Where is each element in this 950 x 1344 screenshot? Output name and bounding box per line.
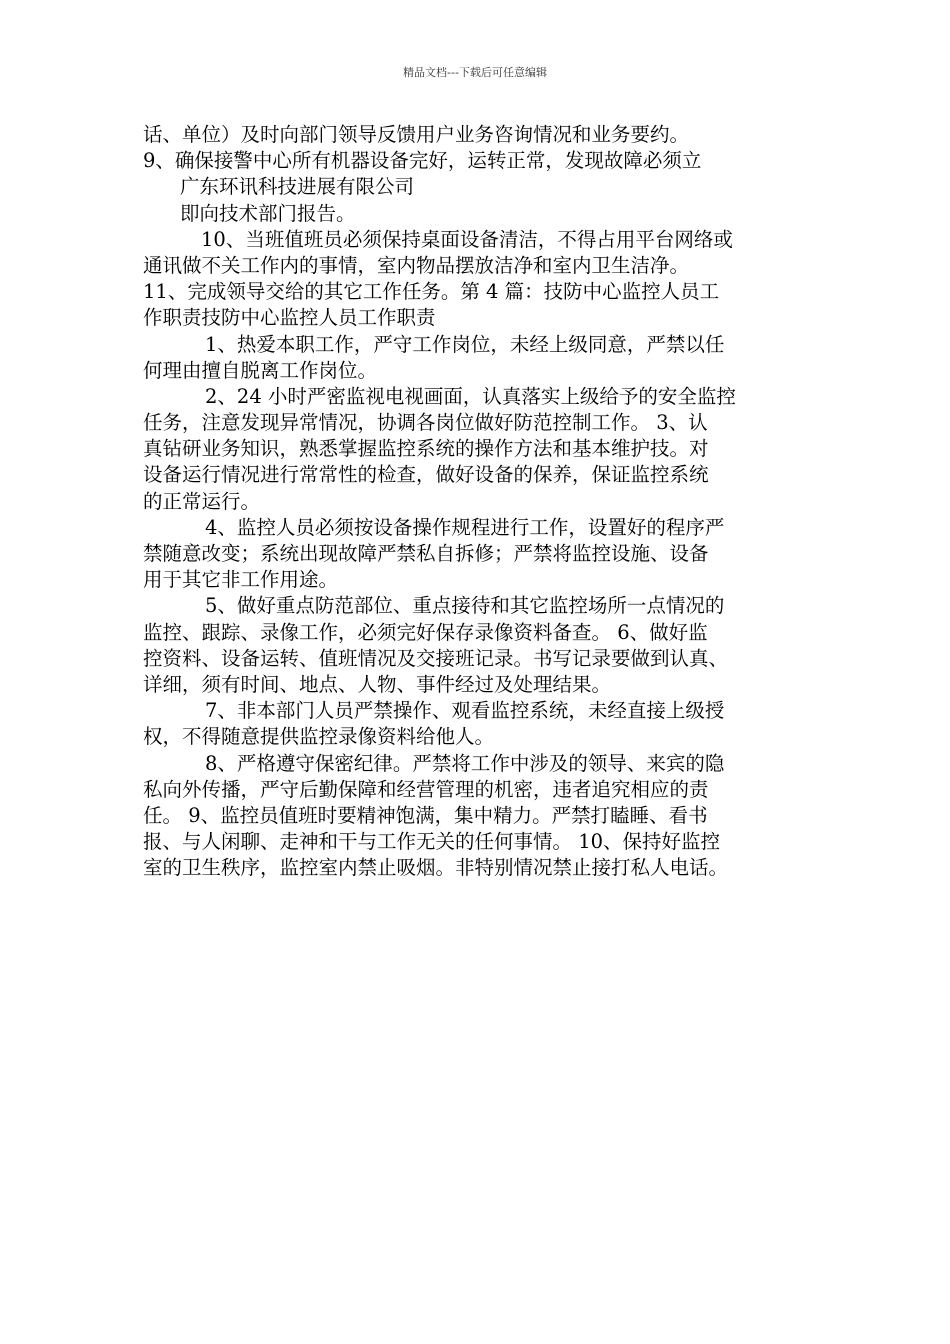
text-line: 11、完成领导交给的其它工作任务。第 4 篇：技防中心监控人员工 bbox=[143, 280, 720, 304]
text-line: 禁随意改变；系统出现故障严禁私自拆修；严禁将监控设施、设备 bbox=[143, 542, 709, 565]
text-line: 9、确保接警中心所有机器设备完好，运转正常，发现故障必须立 bbox=[143, 149, 702, 173]
text-line: 的正常运行。 bbox=[143, 489, 261, 513]
text-line: 详细，须有时间、地点、人物、事件经过及处理结果。 bbox=[143, 672, 612, 696]
text-line: 设备运行情况进行常常性的检查，做好设备的保养，保证监控系统 bbox=[143, 463, 709, 487]
text-line: 控资料、设备运转、值班情况及交接班记录。书写记录要做到认真、 bbox=[143, 646, 729, 670]
text-line: 何理由擅自脱离工作岗位。 bbox=[143, 358, 378, 382]
text-line: 权，不得随意提供监控录像资料给他人。 bbox=[143, 725, 495, 749]
text-line: 1、热爱本职工作，严守工作岗位，未经上级同意，严禁以任 bbox=[205, 332, 725, 356]
text-line: 7、非本部门人员严禁操作、观看监控系统，未经直接上级授 bbox=[205, 699, 725, 723]
text-line: 室的卫生秩序，监控室内禁止吸烟。非特别情况禁止接打私人电话。 bbox=[143, 856, 729, 880]
text-line: 广东环讯科技进展有限公司 bbox=[180, 175, 415, 199]
text-line: 通讯做不关工作内的事情，室内物品摆放洁净和室内卫生洁净。 bbox=[143, 253, 690, 277]
text-line: 监控、跟踪、录像工作，必须完好保存录像资料备查。 6、做好监 bbox=[143, 620, 708, 644]
text-line: 任。 9、监控员值班时要精神饱满，集中精力。严禁打瞌睡、看书 bbox=[143, 803, 708, 827]
text-line: 报、与人闲聊、走神和干与工作无关的任何事情。 10、保持好监控 bbox=[143, 830, 721, 854]
text-line: 5、做好重点防范部位、重点接待和其它监控场所一点情况的 bbox=[205, 594, 725, 618]
text-line: 任务，注意发现异常情况，协调各岗位做好防范控制工作。 3、认 bbox=[143, 411, 708, 435]
text-line: 10、当班值班员必须保持桌面设备清洁，不得占用平台网络或 bbox=[201, 227, 733, 251]
text-line: 2、24 小时严密监视电视画面，认真落实上级给予的安全监控 bbox=[205, 384, 736, 408]
text-line: 真钻研业务知识，熟悉掌握监控系统的操作方法和基本维护技。对 bbox=[143, 437, 709, 461]
text-line: 4、监控人员必须按设备操作规程进行工作，设置好的程序严 bbox=[205, 515, 725, 539]
text-line: 话、单位）及时向部门领导反馈用户业务咨询情况和业务要约。 bbox=[143, 123, 690, 146]
document-body bbox=[143, 122, 823, 881]
text-line: 即向技术部门报告。 bbox=[180, 201, 356, 225]
text-line: 作职责技防中心监控人员工作职责 bbox=[143, 306, 436, 330]
text-line: 用于其它非工作用途。 bbox=[143, 568, 339, 592]
page-header: 精品文档---下载后可任意编辑 bbox=[403, 66, 547, 79]
text-line: 私向外传播，严守后勤保障和经营管理的机密，违者追究相应的责 bbox=[143, 777, 709, 801]
text-line: 8、严格遵守保密纪律。严禁将工作中涉及的领导、来宾的隐 bbox=[205, 751, 725, 775]
